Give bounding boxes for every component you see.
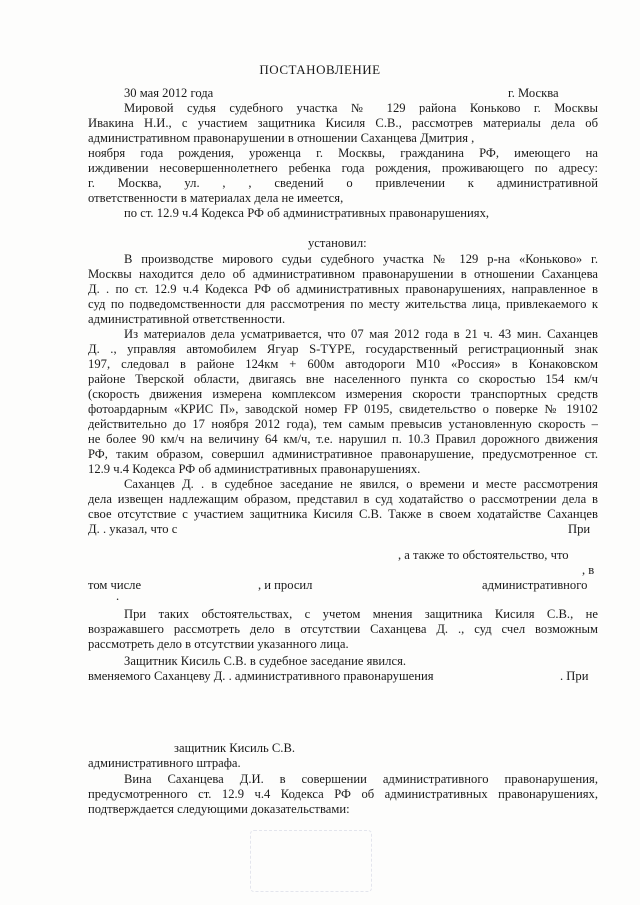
text-line: подтверждается следующими доказательствами: [88, 802, 350, 816]
text-line: г. Москва, ул. , , сведений о привлечении к административной [88, 176, 598, 190]
text-line: Ивакина Н.И., с участием защитника Кисиля С.В., рассмотрев материалы дела об [88, 116, 598, 130]
text-line: Мировой судья судебного участка № 129 района Коньково г. Москвы [124, 101, 598, 115]
text-fragment: . При [560, 669, 589, 683]
text-line: Из материалов дела усматривается, что 07 мая 2012 года в 21 ч. 43 мин. Саханцев [124, 327, 598, 341]
text-fragment: административного штрафа. [88, 756, 241, 770]
text-line: административной ответственности. [88, 312, 286, 326]
text-line: действительно до 17 ноября 2012 года), тем самым превысив установленную скорость – [88, 417, 598, 431]
text-fragment: , а также то обстоятельство, что [398, 548, 569, 562]
text-fragment: . [116, 589, 120, 603]
text-line: ноября года рождения, уроженца г. Москвы, гражданина РФ, имеющего на [88, 146, 598, 160]
text-line: Д. ., управляя автомобилем Ягуар S-TYPE, государственный регистрационный знак [88, 342, 598, 356]
text-line: свое отсутствие с участием защитника Кисиля С.В. Также в своем ходатайстве Саханцев [88, 507, 598, 521]
text-fragment: том числе [88, 578, 142, 592]
text-line: по ст. 12.9 ч.4 Кодекса РФ об административных правонарушениях, [124, 206, 490, 220]
text-line: В производстве мирового судьи судебного участка № 129 р-на «Коньково» г. [124, 252, 598, 266]
text-line: суд по подведомственности для рассмотрения по месту жительства лица, привлекаемого к [88, 297, 598, 311]
text-line: 12.9 ч.4 Кодекса РФ об административных правонарушениях. [88, 462, 421, 476]
text-line: Д. . по ст. 12.9 ч.4 Кодекса РФ об административных правонарушениях, направленное в [88, 282, 598, 296]
text-line: не более 90 км/ч на величину 64 км/ч, т.е. нарушил п. 10.3 Правил дорожного движения [88, 432, 598, 446]
text-line: возражавшего рассмотреть дело в отсутствии Саханцева Д. ., суд счел возможным [88, 622, 598, 636]
text-line: ответственности в материалах дела не имеется, [88, 191, 344, 205]
text-fragment: административного [482, 578, 588, 592]
text-line: РФ, таким образом, совершил административное правонарушение, предусмотренное ст. [88, 447, 598, 461]
section-heading-ustanovil: установил: [308, 236, 367, 250]
document-city: г. Москва [508, 86, 559, 100]
text-fragment: При [568, 522, 591, 536]
text-line: административном правонарушении в отношении Саханцева Дмитрия , [88, 131, 475, 145]
document-title: ПОСТАНОВЛЕНИЕ [259, 62, 381, 77]
text-line: Москвы находится дело об административном правонарушении в отношении Саханцева [88, 267, 598, 281]
text-line: Вина Саханцева Д.И. в совершении административного правонарушения, [124, 772, 598, 786]
text-line: иждивении несовершеннолетнего ребенка года рождения, проживающего по адресу: [88, 161, 598, 175]
text-fragment: защитник Кисиль С.В. [174, 741, 295, 755]
document-date: 30 мая 2012 года [124, 86, 214, 100]
text-line: дела извещен надлежащим образом, представил в суд ходатайство о рассмотрении дела в [88, 492, 598, 506]
text-line: фотоардарным «КРИС П», заводской номер FP 0195, свидетельство о поверке № 19102 [88, 402, 598, 416]
faint-stamp [250, 830, 372, 892]
text-line: предусмотренного ст. 12.9 ч.4 Кодекса РФ об административных правонарушениях, [88, 787, 598, 801]
text-line: Саханцев Д. . в судебное заседание не явился, о времени и месте рассмотрения [124, 477, 598, 491]
text-fragment: вменяемого Саханцеву Д. . административного правонарушения [88, 669, 434, 683]
text-line: Д. . указал, что с [88, 522, 178, 536]
text-line: 197, следовал в районе 124км + 600м автодороги М10 «Россия» в Конаковском [88, 357, 598, 371]
text-line: Защитник Кисиль С.В. в судебное заседание явился. [124, 654, 407, 668]
text-line: рассмотреть дело в отсутствии указанного лица. [88, 637, 349, 651]
text-line: При таких обстоятельствах, с учетом мнения защитника Кисиля С.В., не [124, 607, 598, 621]
text-fragment: , в [582, 563, 595, 577]
text-line: районе Тверской области, двигаясь вне населенного пункта со скоростью 154 км/ч [88, 372, 598, 386]
text-fragment: , и просил [258, 578, 313, 592]
text-line: (скорость движения измерена комплексом измерения скорости транспортных средств [88, 387, 598, 401]
